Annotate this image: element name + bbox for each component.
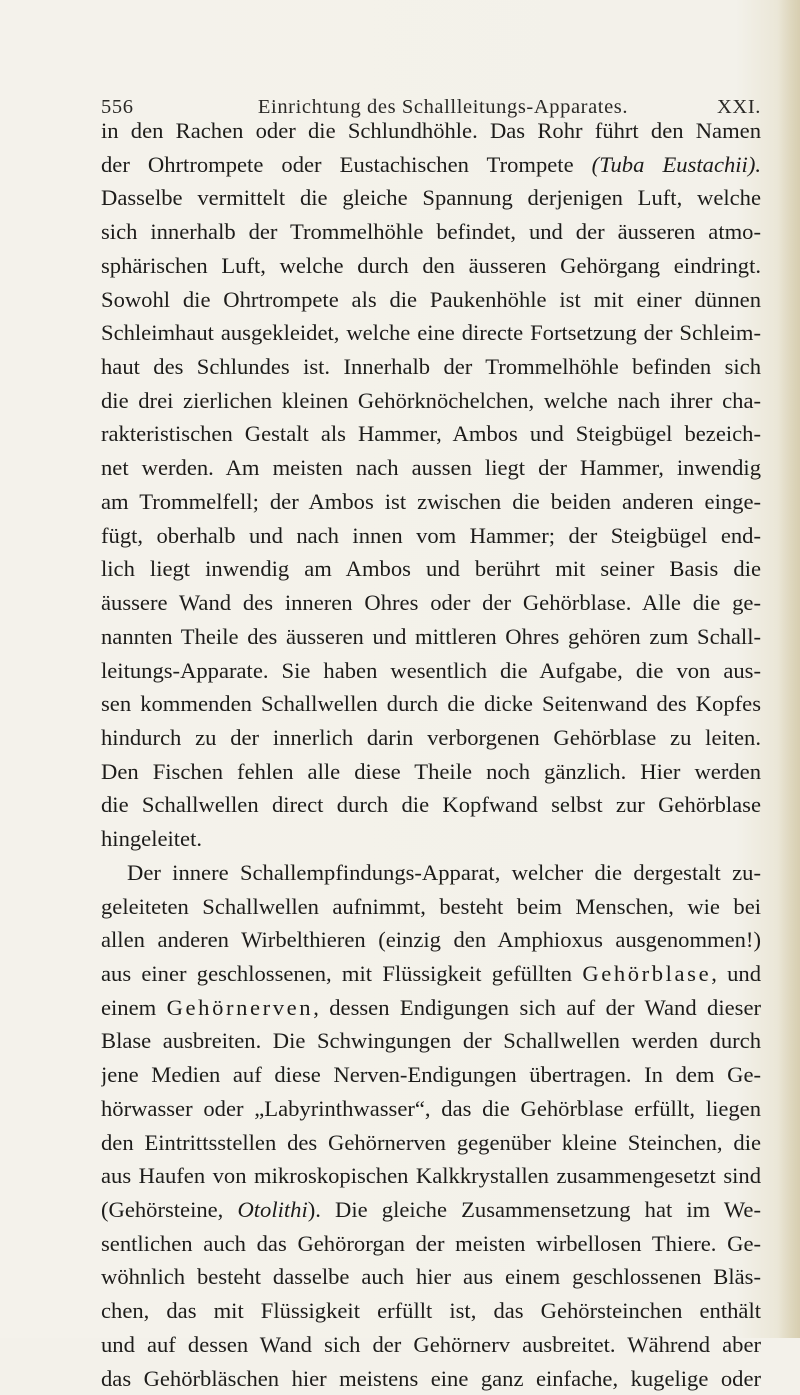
italic-text: Otolithi: [237, 1197, 308, 1222]
text-line: [101, 249, 761, 283]
text-segment: der Ohrtrompete oder Eustachischen Trompete: [101, 151, 592, 177]
text-segment: ). Die gleiche Zusammensetzung hat im We-: [307, 1197, 761, 1222]
running-title: Einrichtung des Schallleitungs-Apparates.: [257, 96, 629, 118]
text-segment: (Gehörsteine,: [101, 1197, 238, 1222]
text-segment: aus Haufen von mikroskopischen Kalkkrystallen zusammengesetzt sind: [101, 1163, 761, 1189]
text-line: [101, 1328, 761, 1362]
text-segment: äussere Wand des inneren Ohres oder der Gehörblase. Alle die ge-: [101, 590, 761, 616]
text-segment: leitungs-Apparate. Sie haben wesentlich die Aufgabe, die von aus-: [101, 657, 761, 683]
text-segment: allen anderen Wirbelthieren (einzig den Amphioxus ausgenommen!): [101, 927, 761, 953]
text-line: [101, 283, 761, 317]
text-segment: sentlichen auch das Gehörorgan der meisten wirbellosen Thiere. Ge-: [101, 1230, 761, 1256]
text-segment: einem: [101, 994, 167, 1020]
text-segment: am Trommelfell; der Ambos ist zwischen die beiden anderen einge-: [101, 488, 761, 514]
text-segment: das Gehörbläschen hier meistens eine ganz einfache, kugelige oder: [101, 1365, 761, 1391]
text-segment: hörwasser oder „Labyrinthwasser“, das die Gehörblase erfüllt, liegen: [101, 1095, 761, 1121]
text-line: [101, 654, 761, 688]
text-segment: Schleimhaut ausgekleidet, welche eine directe Fortsetzung der Schleim-: [101, 320, 761, 346]
text-line: [101, 620, 761, 654]
text-line: [101, 1126, 761, 1160]
text-segment: wöhnlich besteht dasselbe auch hier aus einem geschlossenen Bläs-: [101, 1264, 761, 1290]
text-segment: sen kommenden Schallwellen durch die dicke Seitenwand des Kopfes: [101, 691, 761, 717]
body-text: [101, 114, 761, 1395]
text-line: [101, 350, 761, 384]
text-segment: hingeleitet.: [101, 826, 203, 852]
text-line: [101, 856, 761, 890]
text-line: [101, 1092, 761, 1126]
text-line: [101, 114, 761, 148]
text-segment: chen, das mit Flüssigkeit erfüllt ist, das Gehörsteinchen enthält: [101, 1298, 761, 1324]
text-line: [101, 1193, 761, 1227]
text-line: [101, 957, 761, 991]
chapter-number: XXI.: [717, 96, 761, 118]
text-segment: Den Fischen fehlen alle diese Theile noch gänzlich. Hier werden: [101, 758, 761, 784]
text-segment: haut des Schlundes ist. Innerhalb der Trommelhöhle befinden sich: [101, 354, 761, 380]
text-line: [101, 1024, 761, 1058]
text-line: [101, 552, 761, 586]
text-line: [101, 316, 761, 350]
text-line: [101, 822, 761, 856]
text-segment: Sowohl die Ohrtrompete als die Paukenhöhle ist mit einer dünnen: [101, 286, 761, 312]
text-line: [101, 1227, 761, 1261]
text-line: [101, 586, 761, 620]
page-edge-shadow: [778, 0, 800, 1338]
text-segment: sich innerhalb der Trommelhöhle befindet, und der äusseren atmo-: [101, 219, 761, 245]
text-segment: und auf dessen Wand sich der Gehörnerv ausbreitet. Während aber: [101, 1331, 761, 1357]
text-line: [101, 181, 761, 215]
text-line: [101, 721, 761, 755]
text-line: [101, 1294, 761, 1328]
text-segment: die Schallwellen direct durch die Kopfwand selbst zur Gehörblase: [101, 792, 761, 818]
text-line: [101, 788, 761, 822]
text-line: [101, 485, 761, 519]
text-segment: geleiteten Schallwellen aufnimmt, besteht beim Menschen, wie bei: [101, 893, 761, 919]
text-line: [101, 890, 761, 924]
text-segment: nannten Theile des äusseren und mittleren Ohres gehören zum Schall-: [101, 623, 761, 649]
text-segment: Der innere Schallempfindungs-Apparat, welcher die dergestalt zu-: [127, 859, 761, 885]
text-segment: Blase ausbreiten. Die Schwingungen der Schallwellen werden durch: [101, 1028, 761, 1054]
page-number: 556: [101, 96, 134, 118]
text-segment: hindurch zu der innerlich darin verborgenen Gehörblase zu leiten.: [101, 724, 761, 750]
text-segment: aus einer geschlossenen, mit Flüssigkeit gefüllten: [101, 960, 583, 986]
text-line: [101, 687, 761, 721]
italic-text: (Tuba Eustachii).: [591, 151, 761, 177]
text-segment: rakteristischen Gestalt als Hammer, Ambos und Steigbügel bezeich-: [101, 421, 761, 447]
text-segment: in den Rachen oder die Schlundhöhle. Das Rohr führt den Namen: [101, 118, 761, 143]
spaced-emphasis-text: Gehörblase: [582, 960, 712, 986]
text-line: [101, 384, 761, 418]
text-line: [101, 417, 761, 451]
text-segment: , dessen Endigungen sich auf der Wand dieser: [313, 994, 761, 1020]
text-segment: , und: [711, 960, 761, 986]
text-line: [101, 148, 761, 182]
text-line: [101, 451, 761, 485]
text-segment: lich liegt inwendig am Ambos und berührt mit seiner Basis die: [101, 556, 761, 582]
text-line: [101, 1058, 761, 1092]
text-line: [101, 1159, 761, 1193]
text-line: [101, 991, 761, 1025]
text-segment: Dasselbe vermittelt die gleiche Spannung derjenigen Luft, welche: [101, 185, 761, 211]
text-line: [101, 1362, 761, 1395]
text-segment: jene Medien auf diese Nerven-Endigungen übertragen. In dem Ge-: [101, 1062, 761, 1088]
text-segment: fügt, oberhalb und nach innen vom Hammer; der Steigbügel end-: [101, 522, 761, 548]
text-line: [101, 1260, 761, 1294]
text-line: [101, 923, 761, 957]
text-line: [101, 215, 761, 249]
text-segment: net werden. Am meisten nach aussen liegt der Hammer, inwendig: [101, 455, 761, 481]
spaced-emphasis-text: Gehörnerven: [166, 994, 314, 1020]
text-segment: sphärischen Luft, welche durch den äusseren Gehörgang eindringt.: [101, 252, 761, 278]
text-segment: die drei zierlichen kleinen Gehörknöchelchen, welche nach ihrer cha-: [101, 387, 761, 413]
text-line: [101, 519, 761, 553]
text-line: [101, 755, 761, 789]
text-segment: den Eintrittsstellen des Gehörnerven gegenüber kleine Steinchen, die: [101, 1129, 761, 1155]
